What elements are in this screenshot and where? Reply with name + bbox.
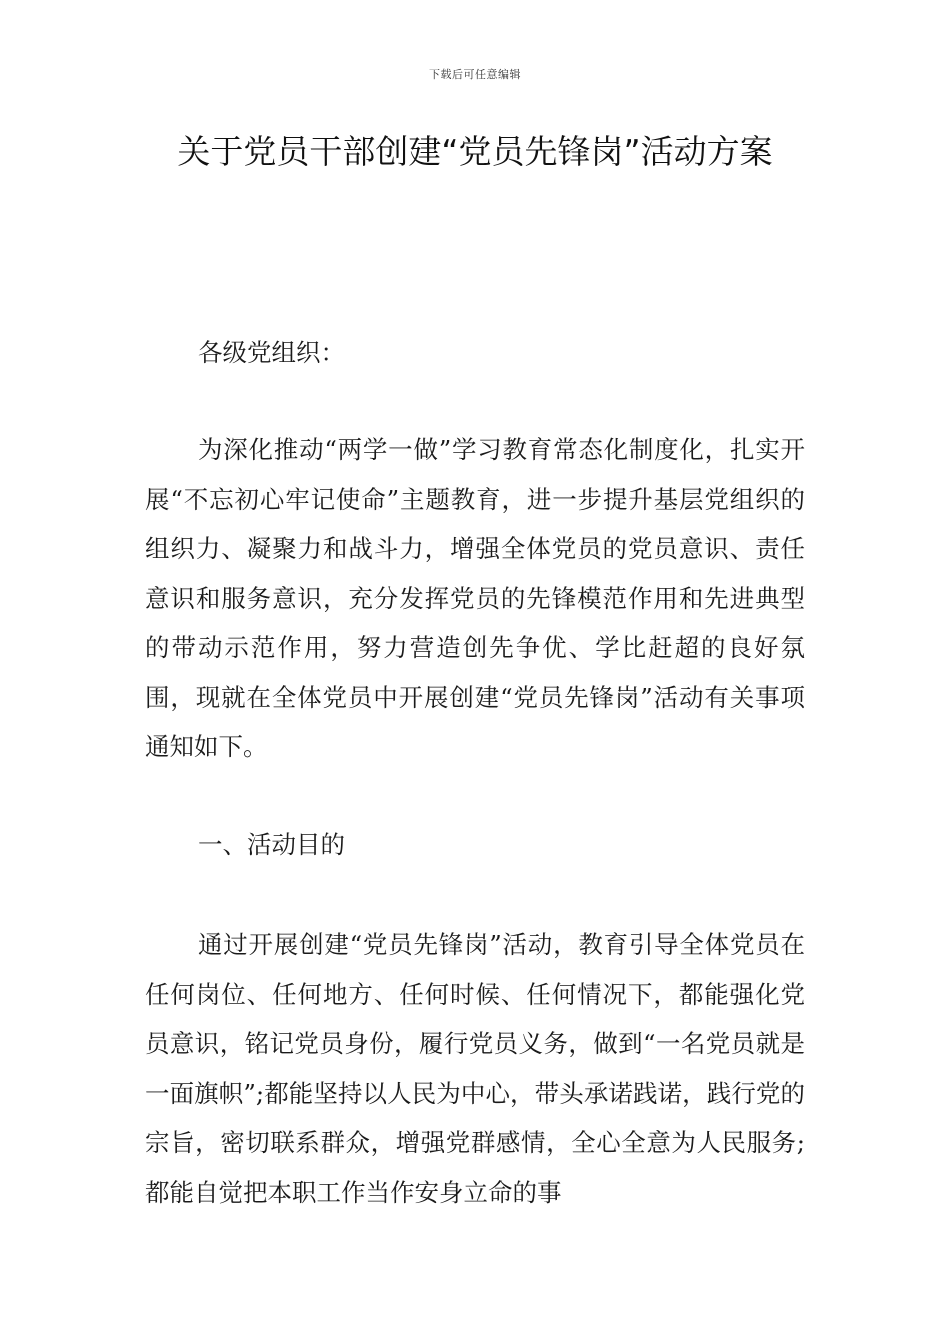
paragraph-intro: 为深化推动“两学一做”学习教育常态化制度化，扎实开展“不忘初心牢记使命”主题教育，进一步提升基层党组织的组织力、凝聚力和战斗力，增强全体党员的党员意识、责任意识和服务意识，充分发挥党员的先锋模范作用和先进典型的带动示范作用，努力营造创先争优、学比赶超的良好氛围，现就在全体党员中开展创建“党员先锋岗”活动有关事项通知如下。: [145, 435, 805, 761]
document-title: 关于党员干部创建“党员先锋岗”活动方案: [177, 132, 773, 171]
salutation: 各级党组织：: [198, 338, 345, 367]
paragraph-purpose: 通过开展创建“党员先锋岗”活动，教育引导全体党员在任何岗位、任何地方、任何时候、任何情况下，都能强化党员意识，铭记党员身份，履行党员义务，做到“一名党员就是一面旗帜”;都能坚持以人民为中心，带头承诺践诺，践行党的宗旨，密切联系群众，增强党群感情，全心全意为人民服务;都能自觉把本职工作当作安身立命的事: [145, 930, 805, 1207]
section-heading-purpose: 一、活动目的: [198, 830, 345, 859]
header-note: 下载后可任意编辑: [429, 68, 521, 81]
